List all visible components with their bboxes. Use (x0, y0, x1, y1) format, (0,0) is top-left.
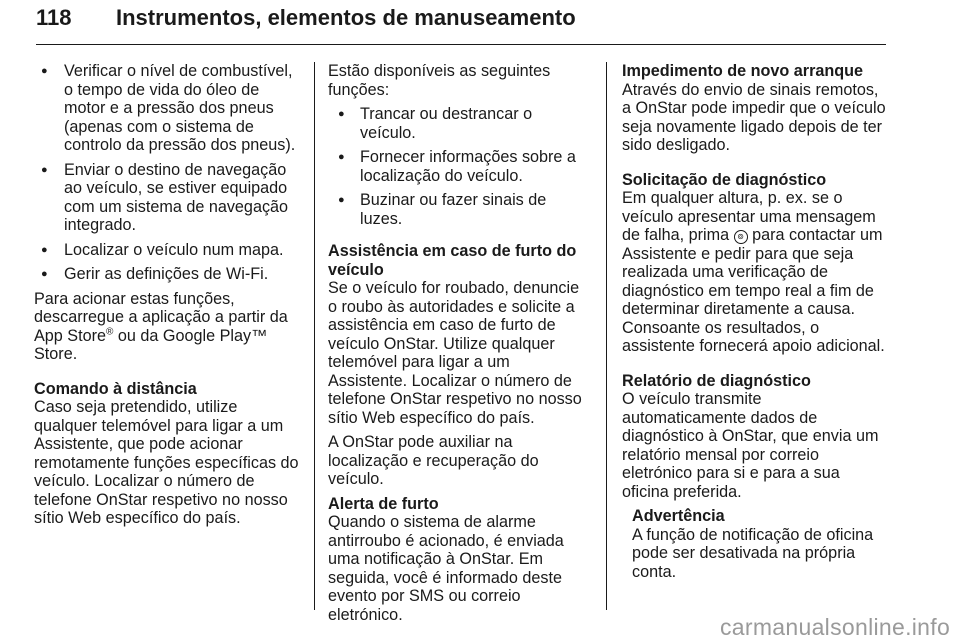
onstar-button-icon: ⊚ (734, 230, 748, 244)
note-heading: Advertência (632, 507, 725, 525)
page-header (36, 5, 886, 45)
list-item: ● Verificar o nível de combustível, o tempo de vida do óleo de motor e a pressão dos pneus (apenas com o sistema de controlo da pressão dos pneus). (34, 62, 300, 155)
chapter-title: Instrumentos, elementos de manuseamento (116, 5, 576, 30)
list-item: ● Trancar ou destrancar o veículo. (328, 105, 592, 142)
diagnostic-request-section: Solicitação de diagnóstico Em qualquer altura, p. ex. se o veículo apresentar uma mensagem de falha, prima ⊚ para contactar um Assistente e pedir para que seja realizada uma verificação de diagnóstico em tempo real a fim de determinar diretamente a causa. Consoante os resultados, o assistente fornecerá apoio adicional. (622, 171, 890, 356)
section-heading: Solicitação de diagnóstico (622, 170, 827, 189)
remote-functions-list (328, 105, 592, 228)
section-heading: Assistência em caso de furto do veículo (328, 242, 577, 279)
column-divider-1 (314, 62, 315, 610)
list-item: ● Gerir as definições de Wi-Fi. (34, 265, 300, 284)
functions-intro: Estão disponíveis as seguintes funções: (328, 62, 551, 99)
list-item: ● Fornecer informações sobre a localização do veículo. (328, 148, 592, 185)
column-2 (328, 62, 592, 640)
theft-alert-section (328, 495, 592, 625)
section-text: Quando o sistema de alarme antirroubo é acionado, é enviada uma notificação à OnStar. Em seguida, você é informado deste evento por SMS ou correio eletrónico. (328, 513, 564, 624)
section-text: Se o veículo for roubado, denuncie o roubo às autoridades e solicite a assistência em caso de furto de veículo OnStar. Utilize qualquer telemóvel para ligar a um Assistente. Localizar o número de telefone OnStar respetivo no nosso sítio Web específico do país. (328, 279, 582, 427)
column-3 (622, 62, 890, 597)
section-heading: Alerta de furto (328, 494, 439, 513)
note-text: A função de notificação de oficina pode ser desativada na própria conta. (632, 525, 874, 581)
diagnostic-report-section (622, 372, 890, 502)
restart-prevention-section (622, 62, 890, 155)
section-text: Através do envio de sinais remotos, a OnStar pode impedir que o veículo seja novamente ligado depois de ter sido desligado. (622, 80, 886, 154)
section-heading: Comando à distância (34, 379, 197, 398)
header-rule (36, 44, 886, 45)
registered-mark: ® (106, 326, 114, 338)
app-download-paragraph: Para acionar estas funções, descarregue a aplicação a partir da App Store® ou da Google Play™ Store. (34, 289, 288, 363)
column-1 (34, 62, 300, 544)
section-heading: Relatório de diagnóstico (622, 371, 811, 390)
list-item: ● Buzinar ou fazer sinais de luzes. (328, 191, 592, 228)
section-heading: Impedimento de novo arranque (622, 62, 864, 80)
column-divider-2 (606, 62, 607, 610)
feature-list (34, 62, 300, 284)
watermark: carmanualsonline.info (720, 614, 951, 640)
list-item: ● Localizar o veículo num mapa. (34, 241, 300, 260)
section-text: O veículo transmite automaticamente dados de diagnóstico à OnStar, que envia um relatório mensal por correio eletrónico para si e para a sua oficina preferida. (622, 390, 879, 501)
note-box (622, 507, 890, 581)
page-number: 118 (36, 5, 72, 30)
remote-command-section (34, 380, 300, 528)
section-text: Caso seja pretendido, utilize qualquer telemóvel para ligar a um Assistente, que pode acionar remotamente funções específicas do veículo. Localizar o número de telefone OnStar respetivo no nosso sítio Web específico do país. (34, 398, 299, 527)
theft-assistance-section (328, 242, 592, 427)
list-item: ● Enviar o destino de navegação ao veículo, se estiver equipado com um sistema de navegação integrado. (34, 161, 300, 235)
theft-recovery-text: A OnStar pode auxiliar na localização e recuperação do veículo. (328, 433, 539, 488)
